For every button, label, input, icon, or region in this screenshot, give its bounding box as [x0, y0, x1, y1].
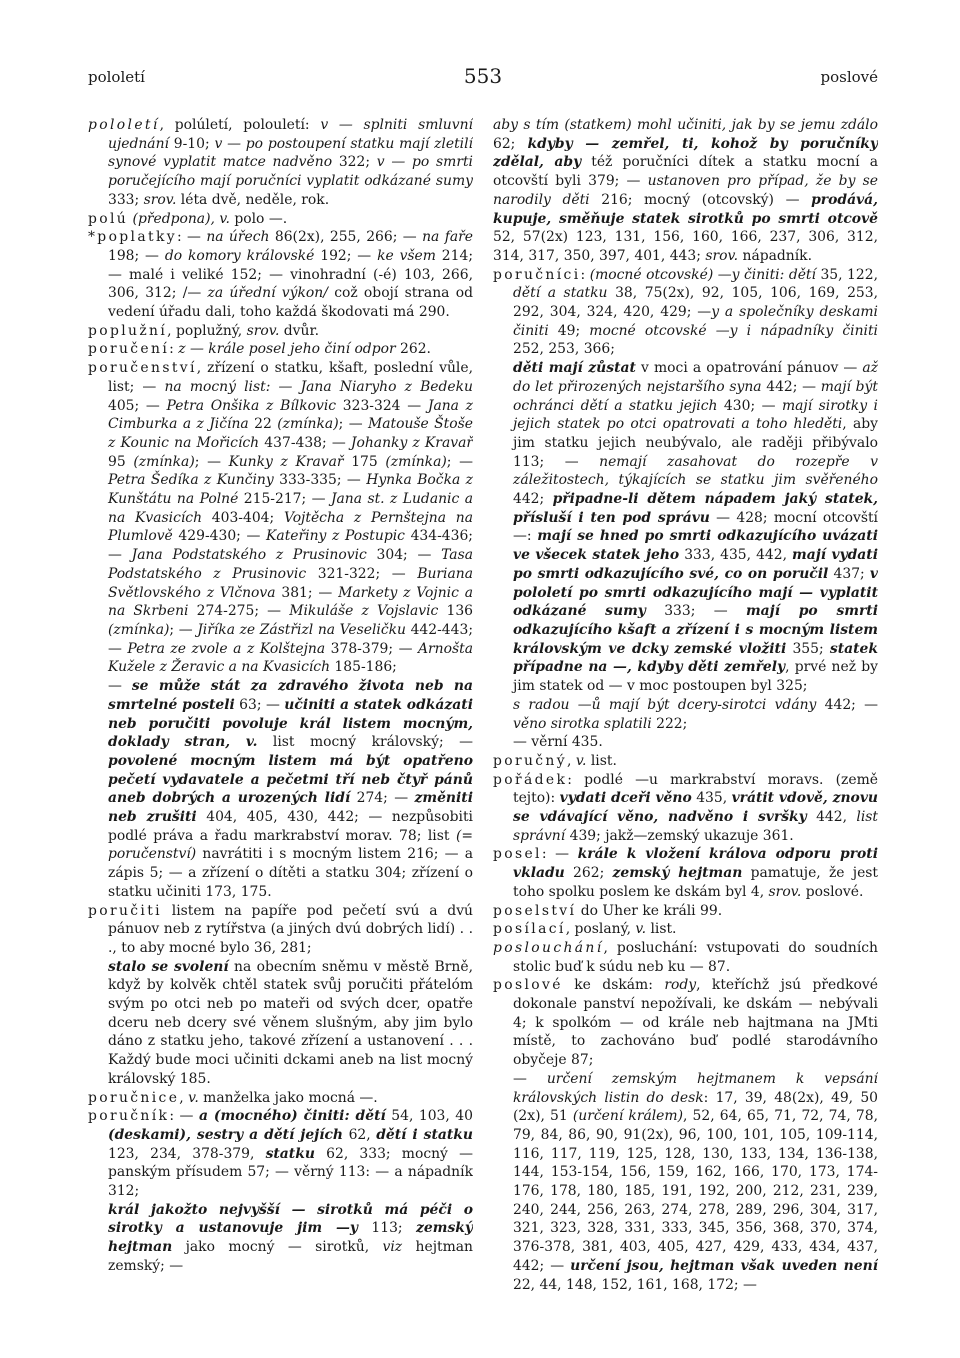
entry-text: ; — [446, 453, 473, 470]
entry-text: učiniti a statek odkázati neb poručiti povoluje král listem mocným, doklady stran, v. [108, 696, 473, 751]
entry-text: 439; jakž—zemský ukazuje 361. [565, 827, 794, 844]
entry-text: list správní [513, 809, 878, 844]
entry-text: 274-275; — [188, 603, 290, 620]
entry-text: 95 [108, 453, 134, 470]
entry-text: 185-186; [330, 659, 397, 676]
entry-headword: posílací [493, 921, 566, 938]
entry-text: jako mocný — sirotků, [172, 1239, 383, 1256]
entry-text: 215-217; — [238, 491, 331, 508]
entry-headword: poselství [493, 902, 577, 919]
entry-text: (deskami), sestry a dětí jejích [108, 1126, 344, 1143]
entry-text: též poručníci dítek a statku mocní a otcovští byli 379; — [493, 154, 878, 190]
entry-text: zemský hejtman [612, 865, 743, 882]
entry-text: dvůr. [279, 322, 320, 339]
entry-text: — 428; mocní otcovští —: [513, 509, 878, 545]
entry-text: 405; — [108, 397, 167, 414]
entry-text: , poslaný, [565, 921, 636, 938]
entry-text: což obojí strana od vedení úřadu dali, toho každá škodovati má 290. [108, 285, 473, 321]
entry-text: 274; — [350, 790, 415, 807]
entry-text: Buriana Světlovského z Vlčnova [108, 565, 473, 601]
entry-text: (mocné otcovské) —y činiti: dětí [589, 266, 816, 283]
entry-continuation [88, 958, 473, 1089]
entry-text: 429-430; — [172, 528, 267, 545]
entry-text: stalo se svolení [108, 958, 229, 975]
entry-text: : — [169, 1108, 199, 1125]
dictionary-entry [88, 322, 473, 341]
entry-text: Jiříka ze Zástřizl na Veseličku [197, 621, 406, 638]
entry-text: 198; — [108, 247, 165, 264]
entry-text: 9-10; [168, 135, 215, 152]
dictionary-entry [88, 340, 473, 359]
entry-continuation [88, 1201, 473, 1276]
entry-text: Petra Onšika z Bílkovic [166, 397, 337, 414]
dictionary-entry [88, 359, 473, 677]
entry-text: ; — [194, 453, 229, 470]
entry-text: věno sirotka splatili [513, 715, 652, 732]
entry-headword: posel [493, 846, 542, 863]
entry-text: Tasa Podstatského z Prusinovic [108, 547, 473, 582]
dictionary-entry [493, 752, 878, 771]
entry-headword: polú [88, 210, 129, 227]
dictionary-entry [493, 976, 878, 1070]
entry-text: (zmínka) [133, 453, 195, 470]
entry-text: 442; — [816, 696, 878, 713]
entry-text: — [513, 1070, 547, 1087]
entry-text: 442, [806, 809, 857, 826]
entry-text: : [169, 341, 179, 358]
entry-text: v — po smrti poručejícího mají poručníci vyplatit odkázané sumy [108, 154, 473, 190]
entry-text: 403-404; [202, 509, 284, 526]
entry-headword: pololetí [88, 117, 160, 133]
entry-text: y a společníky deskami činiti [513, 304, 878, 339]
entry-text: mají sirotky i jejich statek po otci opatrovati a toho hleděti [513, 397, 878, 433]
entry-headword: *poplatky [88, 229, 177, 246]
entry-text: 63; — [234, 696, 285, 713]
entry-text: , [179, 1089, 189, 1106]
entry-text: mají vydati po smrti odkazujícího své, co on poručil [513, 547, 878, 582]
entry-continuation [493, 696, 878, 733]
entry-text: , polúletí, polouletí: [159, 117, 321, 133]
entry-text: ustanoven pro případ, že by se narodily děti [493, 173, 878, 208]
entry-headword: poručenství [88, 360, 197, 377]
entry-headword: poručnice [88, 1089, 180, 1106]
entry-text: poslové. [801, 883, 864, 900]
entry-text: Matouše Štoše z Kounic na Mořicích [108, 416, 473, 451]
entry-text: se může stát za zdravého života neb na smrtelné posteli [108, 678, 473, 713]
entry-text: dětí i statku [376, 1126, 473, 1143]
entry-text: z — krále posel jeho činí odpor [178, 341, 396, 358]
entry-continuation [493, 1070, 878, 1294]
entry-text: 22 [248, 416, 278, 433]
entry-text: kdyby — zemřel, ti, kohož by poručníky zdělal, aby [493, 135, 878, 171]
entry-text: 62, 333; mocný — panským přísudem 57; — věrný 113: — a nápadník 312; [108, 1145, 473, 1200]
entry-text: (= poručenství) [108, 827, 473, 863]
entry-text: (zmínka) [108, 621, 170, 638]
entry-text: nemají zasahovat do rozepře v záležitostech, týkajících se statku jim svěřeného [513, 453, 878, 489]
entry-text: 437; [828, 565, 870, 582]
entry-text: na obecním sněmu v městě Brně, když by kolvěk chtěl statek svůj poručiti přátelóm svým po otci neb po mateři od svých dcer, opatře dceru neb dcery své věnem slušným, aby jim bylo dáno z statku jeho, takové zřízení a ustanovení . . . Každý bude moci učiniti dckami aneb na list mocný královský 185. [108, 958, 473, 1087]
entry-headword: poručení [88, 341, 170, 358]
entry-text: v pololetí po smrti odkazujícího mají — vyplatit odkázané sumy [513, 565, 878, 620]
entry-text: Mikuláše z Vojslavic [289, 603, 439, 620]
entry-text: 38, 75(2x), 92, 105, 106, 169, 253, 292, 304, 324, 420, 429; — [513, 285, 878, 321]
entry-text: a (mocného) činiti: dětí [198, 1108, 386, 1125]
entry-text: děti mají zůstat [513, 360, 636, 377]
entry-text: 192; — [314, 247, 378, 264]
entry-text: v — splniti smluvní ujednání [108, 117, 473, 152]
entry-text: list. [586, 752, 617, 769]
entry-text: 52, 57(2x) 123, 131, 156, 160, 166, 237, 306, 312, 314, 317, 350, 397, 401, 443; [493, 229, 878, 264]
entry-text: : 17, 39, 48(2x), 49, 50 (2x), 51 [513, 1089, 878, 1125]
dictionary-entry [493, 845, 878, 901]
entry-text: 321-322; — [306, 565, 418, 582]
entry-text: ; — [169, 621, 198, 638]
entry-text: v. [635, 921, 647, 938]
entry-headword: poslové [493, 977, 563, 994]
entry-text: 404, 405, 430, 442; — nezpůsobiti podlé práva a řadu markrabství morav. 78; list [108, 809, 473, 844]
entry-text: : [580, 266, 590, 283]
dictionary-entry [88, 228, 473, 322]
entry-text: Johanky z Kravař [350, 434, 473, 451]
entry-headword: poslouchání [493, 939, 604, 956]
entry-text: 54, 103, 40 [385, 1108, 473, 1125]
entry-text: mají po smrti odkazujícího kšaft a zřízení i s mocným listem královským ve dcky zemské vložiti [513, 603, 878, 657]
entry-text: do komory královské [164, 247, 315, 264]
entry-text: ke všem [377, 247, 436, 264]
entry-text: 437-438; — [259, 434, 351, 451]
entry-text: , 52, 64, 65, 71, 72, 74, 78, 79, 84, 86, 90, 91(2x), 96, 100, 101, 105, 109-114, 116, 117, 119, 125, 128, 130, 133, 134, 136-138, 144, 153-154, 156, 159, 162, 166, 170, 173, 174-176, 178, 180, 185, 191, 192, 200, 212, 231, 239, 240, 244, 256, 263, 274, 278, 289, 296, 304, 317, 321, 323, 328, 331, 333, 345, 356, 368, 370, 374, 376-378, 381, 403, 405, 427, 429, 433, 434, 437, 442; — [513, 1108, 878, 1274]
entry-text: (zmínka) [277, 416, 339, 433]
entry-text: 86(2x), 255, 266; — [269, 229, 423, 246]
entry-text: ke dskám: [562, 977, 665, 994]
entry-text: do Uher ke králi 99. [576, 902, 723, 919]
entry-text: král jakožto nejvyšší — sirotků má péči o sirotky a ustanovuje jim —y [108, 1201, 473, 1237]
dictionary-entry [493, 266, 878, 360]
entry-text: za úřední výkon/ [207, 285, 328, 302]
entry-text: list. [646, 921, 677, 938]
entry-text: (předpona), v. [128, 210, 230, 227]
dictionary-entry [88, 902, 473, 958]
entry-text: léta dvě, neděle, rok. [176, 191, 330, 208]
entry-text: , [566, 752, 576, 769]
entry-text: : — [541, 846, 578, 863]
entry-text: : — [176, 229, 207, 246]
entry-text: v — po postoupení statku mají zletilí synové vyplatit matce nadvěno [108, 135, 473, 171]
entry-text: pamatuje, že jest toho spolku poslem ke dskám byl 4, [513, 865, 878, 900]
entry-text: vrátit vdově, znovu se vdávající věno, nadvěno i svršky [513, 790, 878, 826]
entry-text: vydati dceři věno [559, 790, 692, 807]
entry-text: na úřech [206, 229, 270, 246]
entry-text: srov. [768, 883, 802, 900]
entry-text: 333; [108, 191, 144, 208]
entry-text: viz [382, 1239, 403, 1256]
dictionary-entry [493, 902, 878, 921]
entry-text: 62, [343, 1126, 377, 1143]
dictionary-entry [88, 116, 473, 210]
entry-text: — [108, 678, 132, 695]
page-header [88, 64, 878, 94]
dictionary-entry [493, 939, 878, 976]
entry-text: , prvé než by jim statek od — v moc postoupen byl 325; [513, 659, 878, 695]
entry-text: 136 [438, 603, 473, 620]
entry-text: 252, 253, 366; [513, 341, 615, 358]
running-head-left: pololetí [88, 68, 145, 86]
entry-text: srov. [246, 322, 280, 339]
entry-text: statku [265, 1145, 315, 1162]
entry-text: v. [575, 752, 587, 769]
entry-text: 323-324 — [336, 397, 428, 414]
entry-text: Jana st. z Ludanic a na Kvasicích [108, 491, 473, 526]
entry-text: 214; — malé i veliké 152; — vinohradní (-é) 103, 266, 306, 312; /— [108, 247, 473, 302]
entry-headword: poručník [88, 1108, 170, 1125]
entry-continuation [493, 116, 878, 266]
entry-text: , kteříchž jsú předkové dokonale panství nepožívali, ke dskám — nebývali 4; k spolkóm — od krále neb hajtmana na JMti místě, to zachováno buď podlé starodávního obyčeje 87; [513, 977, 878, 1069]
entry-headword: poručný [493, 752, 567, 769]
dictionary-entry [88, 1107, 473, 1201]
entry-text: , posluchání: vstupovati do soudních stolic buď k súdu neb ku — 87. [513, 939, 878, 975]
entry-text: 381; — [275, 584, 339, 601]
entry-text: 49; [548, 322, 590, 339]
entry-text: (zmínka) [385, 453, 447, 470]
entry-text: srov. [705, 247, 739, 264]
entry-text: 333; — [645, 603, 746, 620]
text-columns [88, 116, 878, 1332]
entry-text: připadne-li dětem nápadem jaký statek, přísluší i ten pod správu [513, 491, 878, 526]
dictionary-entry [493, 771, 878, 846]
entry-text: na faře [422, 229, 473, 246]
entry-text: mají se hned po smrti odkazujícího uvázati ve všecek statek jeho [513, 528, 878, 564]
dictionary-entry [88, 210, 473, 229]
entry-text: 355; [786, 640, 830, 657]
entry-text: 378-379; — [325, 640, 418, 657]
entry-continuation [493, 359, 878, 696]
entry-text: zemský hejtman [108, 1220, 473, 1256]
entry-text: : podlé —u markrabství moravs. (země tejto): [513, 771, 878, 807]
running-head-right: poslové [820, 68, 878, 86]
entry-text: dětí a statku [513, 285, 608, 302]
entry-text: listem na papíře pod pečetí svú a dvú pánuov neb z rytířstva (a jiných dvú dobrých lidí) . . ., to aby mocné bylo 36, 281; [108, 902, 473, 956]
entry-text: krále k vložení králova odporu proti vkladu [513, 846, 878, 882]
entry-text: 442-443; — [108, 621, 473, 657]
entry-text: , zřízení o statku, kšaft, poslední vůle, list; — [108, 360, 473, 395]
entry-continuation [493, 733, 878, 752]
entry-text: mocné otcovské —y i nápadníky činiti [589, 322, 878, 339]
entry-headword: poručiti [88, 902, 162, 919]
entry-text: s radou —ů mají být dcery-sirotci vdány [513, 696, 817, 713]
entry-text: povolené mocným listem má být opatřeno pečetí vydavatele a pečetmi tří neb čtyř pánů aneb dobrých a urozených lidí [108, 752, 473, 807]
entry-text: prodává, kupuje, směňuje statek sirotků po smrti otcově [493, 191, 878, 227]
entry-text: 222; [651, 715, 688, 732]
entry-text: polo —. [229, 210, 288, 227]
entry-text: hejtman zemský; — [108, 1239, 473, 1274]
entry-text: Kateřiny z Postupic [266, 528, 405, 545]
entry-text: 333, 435, 442, [679, 547, 793, 564]
entry-text: Jana z Cimburka a z Jičína [108, 397, 473, 433]
dictionary-entry [493, 920, 878, 939]
entry-text: 434-436; — [108, 528, 473, 564]
entry-text: v. [188, 1089, 199, 1106]
entry-text: , aby jim statku jejich neubývalo, ale raději přibývalo 113; — [513, 416, 878, 470]
entry-text: 113; [357, 1220, 417, 1237]
entry-text: statek případne na —, kdyby děti zemřely [513, 640, 878, 676]
entry-text: navrátiti i s mocným listem 216; — a zápis 5; — a zřízení o dítěti a statku 304; zřízení o statku učiniti 173, 175. [108, 846, 473, 900]
entry-text: změniti neb zrušiti [108, 790, 473, 826]
entry-text: Vojtěcha z Pernštejna na Plumlově [108, 509, 473, 545]
entry-continuation [88, 677, 473, 901]
entry-text: na mocný list: — Jana Niaryho z Bedeku [164, 378, 473, 395]
entry-headword: poručníci [493, 266, 581, 283]
entry-text: Arnošta Kužele z Žeravic a na Kvasicích [108, 640, 473, 676]
page-number: 553 [463, 64, 503, 88]
dictionary-entry [88, 1089, 473, 1108]
entry-text: Jana Podstatského z Prusinovic [131, 547, 367, 564]
entry-text: (určení králem) [572, 1108, 683, 1125]
entry-text: mají být ochránci dětí a statku jejich [513, 378, 878, 414]
entry-text: 62; [493, 135, 528, 152]
entry-headword: pořádek [493, 771, 568, 788]
entry-text: Petra ze zvole a z Kolštejna [127, 640, 326, 657]
entry-text: určení zemským hejtmanem k vepsání královských listin do desk [513, 1070, 878, 1106]
entry-text: Kunky z Kravař [228, 453, 344, 470]
entry-text: — věrní 435. [513, 734, 603, 751]
entry-text: 442; — [761, 378, 821, 395]
entry-text: 22, 44, 148, 152, 161, 168, 172; — [513, 1276, 757, 1293]
right-column [493, 116, 878, 1332]
entry-text: Markety z Vojnic a na Skrbeni [108, 584, 473, 620]
entry-text: aby s tím (statkem) mohl učiniti, jak by se jemu zdálo [493, 117, 878, 133]
entry-text: 435, [691, 790, 732, 807]
entry-text: v moci a opatrování pánuov — [635, 360, 863, 377]
entry-text: 262; [564, 865, 613, 882]
entry-text: 175 [343, 453, 386, 470]
entry-text: 442; [513, 491, 553, 508]
entry-text: Hynka Bočka z Kunštátu na Polné [108, 472, 473, 508]
entry-text: 304; — [366, 547, 442, 564]
entry-text: 430; — [717, 397, 782, 414]
left-column [88, 116, 473, 1332]
entry-text: až do let přirozených nejstaršího syna [513, 360, 878, 395]
entry-text: určení jsou, hejtman však uveden není [570, 1257, 878, 1274]
entry-text: 123, 234, 378-379, [108, 1145, 266, 1162]
entry-text: srov. [143, 191, 177, 208]
entry-text: , poplužný, [167, 322, 247, 339]
entry-text: ; — [338, 416, 369, 433]
entry-headword: poplužní [88, 322, 168, 339]
entry-text: Petra Šedíka z Kunčiny [108, 472, 274, 489]
entry-text: 216; mocný (otcovský) — [589, 191, 812, 208]
entry-text: 35, 122, [815, 266, 878, 283]
entry-text: nápadník. [738, 247, 813, 264]
entry-text: rody [664, 977, 697, 994]
entry-text: 333-335; — [273, 472, 367, 489]
entry-text: manželka jako mocná —. [198, 1089, 378, 1106]
entry-text: list mocný královský; — [257, 734, 473, 751]
entry-text: 322; [332, 154, 377, 171]
entry-text: 262. [395, 341, 431, 358]
